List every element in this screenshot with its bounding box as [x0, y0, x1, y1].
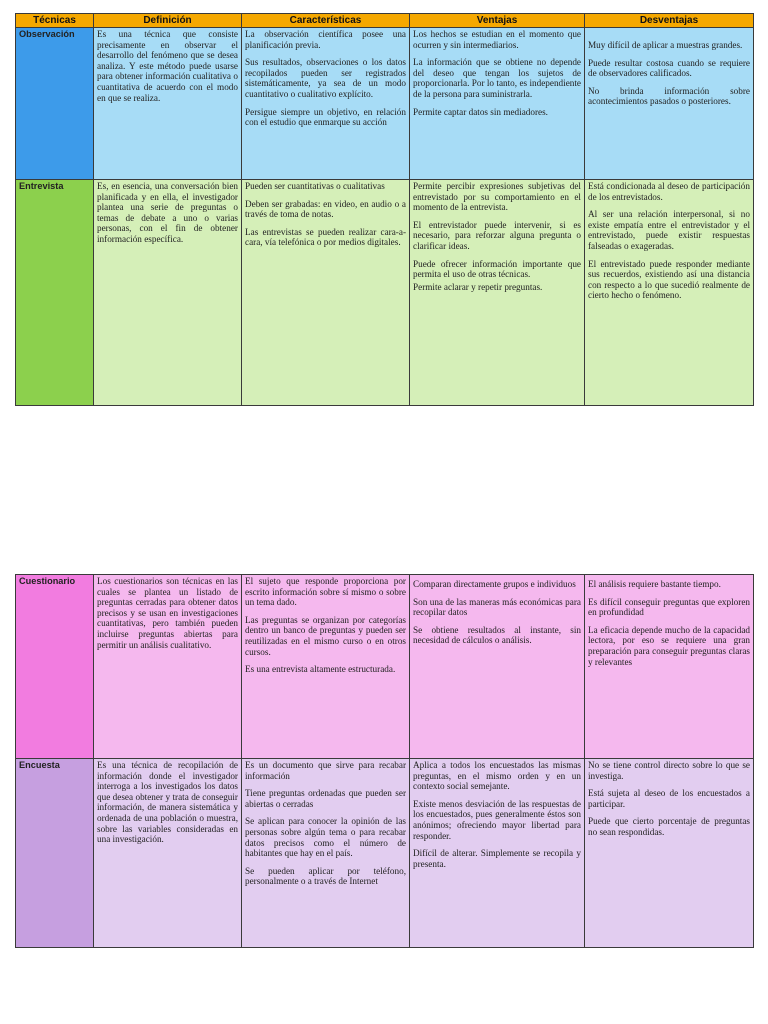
desventaja-item: No brinda información sobre acontecimientos pasados o posteriores. — [588, 85, 750, 107]
desventaja-item: Puede que cierto porcentaje de preguntas no sean respondidas. — [588, 816, 750, 837]
caracteristica-item: La observación científica posee una planificación previa. — [245, 29, 406, 50]
ventaja-item: Se obtiene resultados al instante, sin necesidad de cálculos o análisis. — [413, 624, 581, 646]
caracteristica-item: Se pueden aplicar por teléfono, personalmente o a través de Internet — [245, 865, 406, 887]
definicion-text: Es una técnica de recopilación de información donde el investigador interroga a los investigados los datos que desea obtener y trata de conseguir información, de manera sistemática y ordenada de una población o muestra, sobre las variables consideradas en una investigación. — [97, 760, 238, 845]
desventaja-item: Está sujeta al deseo de los encuestados a participar. — [588, 788, 750, 809]
ventajas-cuestionario — [410, 575, 585, 759]
caracteristica-item: Tiene preguntas ordenadas que pueden ser abiertas o cerradas — [245, 788, 406, 809]
definicion-encuesta — [94, 759, 242, 948]
caracteristica-item: Las preguntas se organizan por categorías dentro un banco de preguntas y pueden ser reutilizadas en el mismo curso o en otros cursos. — [245, 614, 406, 657]
desventaja-item: El entrevistado puede responder mediante sus recuerdos, existiendo así una distancia con respecto a lo que sucedió realmente de cierto hecho o fenómeno. — [588, 258, 750, 301]
definicion-entrevista — [94, 180, 242, 406]
desventajas-entrevista — [585, 180, 754, 406]
techniques-table-top — [15, 13, 754, 406]
ventaja-item: Son una de las maneras más económicas para recopilar datos — [413, 596, 581, 618]
ventaja-item: Permite aclarar y repetir preguntas. — [413, 281, 543, 292]
definicion-cuestionario — [94, 575, 242, 759]
caracteristica-item: Sus resultados, observaciones o los datos recopilados pueden ser registrados sistemáticamente, ya sea de un modo cuantitativo o cualitativo explícito. — [245, 57, 406, 99]
ventajas-encuesta — [410, 759, 585, 948]
caracteristica-item: Se aplican para conocer la opinión de las personas sobre algún tema o para recabar datos precisos como el número de habitantes que hay en el país. — [245, 816, 406, 859]
desventajas-encuesta — [585, 759, 754, 948]
caracteristicas-cuestionario — [242, 575, 410, 759]
caracteristica-item: El sujeto que responde proporciona por escrito información sobre sí mismo o sobre un tema dado. — [245, 576, 406, 608]
definicion-text: Es, en esencia, una conversación bien planificada y en ella, el investigador plantea una serie de preguntas o temas de debate a uno o varias personas, con el fin de obtener información específica. — [97, 181, 238, 244]
caracteristica-item: Pueden ser cuantitativas o cualitativas — [245, 181, 385, 191]
header-caracteristicas: Características — [242, 14, 410, 28]
ventajas-observacion — [410, 28, 585, 180]
ventaja-item: Permite percibir expresiones subjetivas del entrevistado por su comportamiento en el momento de la entrevista. — [413, 181, 581, 213]
ventaja-item: Permite captar datos sin mediadores. — [413, 106, 548, 117]
definicion-observacion — [94, 28, 242, 180]
row-encuesta — [16, 759, 754, 948]
row-entrevista — [16, 180, 754, 406]
ventaja-item: Aplica a todos los encuestados las mismas preguntas, en el mismo orden y en un contexto social semejante. — [413, 760, 581, 792]
desventaja-item: Puede resultar costosa cuando se requiere de observadores calificados. — [588, 57, 750, 79]
desventajas-cuestionario — [585, 575, 754, 759]
row-observacion — [16, 28, 754, 180]
caracteristica-item: Es un documento que sirve para recabar información — [245, 760, 406, 781]
label-entrevista: Entrevista — [16, 180, 94, 406]
ventaja-item: El entrevistador puede intervenir, si es necesario, para reforzar alguna pregunta o clarificar ideas. — [413, 219, 581, 251]
header-tecnicas: Técnicas — [16, 14, 94, 28]
caracteristica-item: Deben ser grabadas: en video, en audio o a través de toma de notas. — [245, 198, 406, 220]
desventaja-item: El análisis requiere bastante tiempo. — [588, 579, 721, 589]
ventajas-entrevista — [410, 180, 585, 406]
ventaja-item: Existe menos desviación de las respuestas de los encuestados, pues generalmente éstos son anónimos; ofreciendo mayor libertad para responder. — [413, 798, 581, 841]
ventaja-item: Difícil de alterar. Simplemente se recopila y presenta. — [413, 848, 581, 869]
desventaja-item: La eficacia depende mucho de la capacidad lectora, por eso se requiere una gran preparación para conseguir preguntas claras y relevantes — [588, 624, 750, 667]
label-cuestionario: Cuestionario — [16, 575, 94, 759]
caracteristica-item: Es una entrevista altamente estructurada. — [245, 664, 396, 675]
header-desventajas: Desventajas — [585, 14, 754, 28]
caracteristicas-encuesta — [242, 759, 410, 948]
row-cuestionario — [16, 575, 754, 759]
ventaja-item: Puede ofrecer información importante que permita el uso de otras técnicas. — [413, 258, 581, 280]
techniques-table-bottom — [15, 574, 754, 948]
ventaja-item: La información que se obtiene no depende del deseo que tengan los sujetos de proporcionarla. Por lo tanto, es independiente de la persona para suministrarla. — [413, 57, 581, 99]
header-ventajas: Ventajas — [410, 14, 585, 28]
desventajas-observacion — [585, 28, 754, 180]
desventaja-item: Está condicionada al deseo de participación de los entrevistados. — [588, 181, 750, 202]
desventaja-item: Al ser una relación interpersonal, si no existe empatía entre el entrevistador y el entrevistado, puede existir respuestas falseadas o exageradas. — [588, 209, 750, 251]
label-encuesta: Encuesta — [16, 759, 94, 948]
definicion-text: Los cuestionarios son técnicas en las cuales se plantea un listado de preguntas cerradas para obtener datos precisos y se usan en investigaciones cuantitativas, pero también pueden incluirse preguntas abiertas para permitir un análisis cualitativo. — [97, 576, 238, 650]
label-observacion: Observación — [16, 28, 94, 180]
header-definicion: Definición — [94, 14, 242, 28]
definicion-text: Es una técnica que consiste precisamente en observar el desarrollo del fenómeno que se desea analiza. Y este método puede usarse para obtener información cualitativa o cuantitativa de acuerdo con el modo en que se realiza. — [97, 29, 238, 103]
header-row — [16, 14, 754, 28]
caracteristicas-entrevista — [242, 180, 410, 406]
ventaja-item: Comparan directamente grupos e individuos — [413, 579, 576, 589]
caracteristicas-observacion — [242, 28, 410, 180]
ventaja-item: Los hechos se estudian en el momento que ocurren y sin intermediarios. — [413, 29, 581, 50]
desventaja-item: Muy difícil de aplicar a muestras grandes. — [588, 40, 743, 50]
caracteristica-item: Persigue siempre un objetivo, en relación con el estudio que enmarque su acción — [245, 106, 406, 128]
desventaja-item: No se tiene control directo sobre lo que se investiga. — [588, 760, 750, 781]
caracteristica-item: Las entrevistas se pueden realizar cara-a-cara, vía telefónica o por medios digitales. — [245, 226, 406, 248]
desventaja-item: Es difícil conseguir preguntas que exploren en profundidad — [588, 596, 750, 618]
